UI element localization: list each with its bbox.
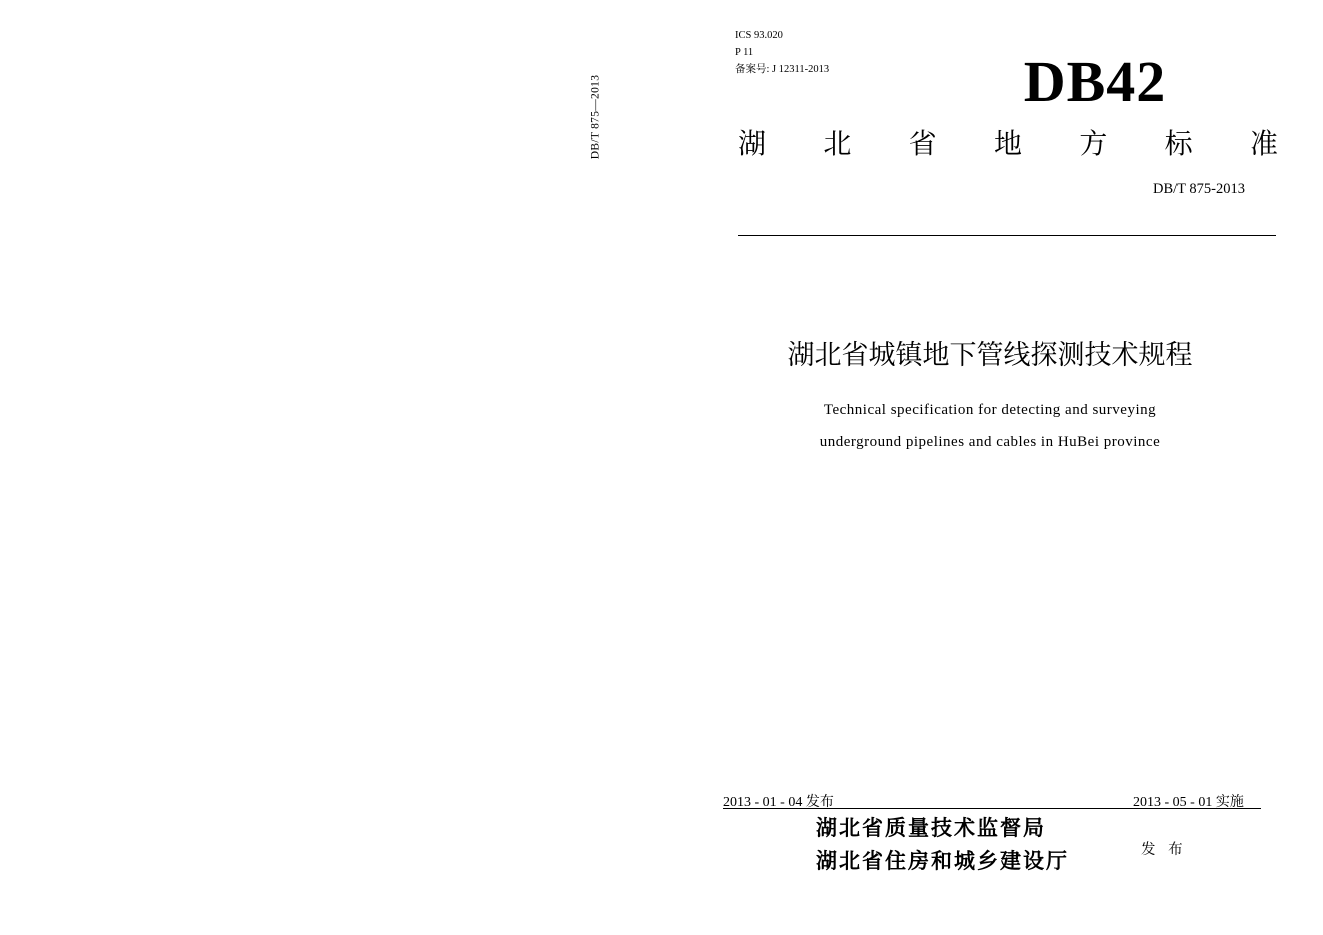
standard-type-char: 准 xyxy=(1249,127,1278,160)
standard-type xyxy=(738,126,1278,162)
english-title-line1: Technical specification for detecting and surveying xyxy=(823,402,1157,418)
classification-code: P 11 xyxy=(735,47,754,58)
standard-type-char: 地 xyxy=(993,127,1022,160)
implementation-date: 2013 - 05 - 01 实施 xyxy=(1133,795,1244,810)
ics-code: ICS 93.020 xyxy=(735,30,783,41)
standard-type-char: 方 xyxy=(1079,127,1108,160)
publish-label: 发 布 xyxy=(1141,842,1187,858)
db-code: DB42 xyxy=(1023,49,1167,114)
standard-type-char: 北 xyxy=(823,127,852,160)
spine-standard-code xyxy=(560,62,630,172)
issuer-quality-bureau: 湖北省质量技术监督局 xyxy=(816,816,1046,840)
footer-divider xyxy=(723,808,1261,809)
issuer-housing-department: 湖北省住房和城乡建设厅 xyxy=(816,849,1069,873)
chinese-title: 湖北省城镇地下管线探测技术规程 xyxy=(787,340,1193,371)
english-title-line2: underground pipelines and cables in HuBei province xyxy=(819,434,1161,450)
standard-type-char: 湖 xyxy=(738,127,767,160)
standard-number: DB/T 875-2013 xyxy=(1153,181,1245,197)
spine-code-text: DB/T 875—2013 xyxy=(589,74,602,160)
header-divider xyxy=(738,235,1276,236)
issue-date: 2013 - 01 - 04 发布 xyxy=(723,795,834,810)
standard-type-char: 省 xyxy=(908,127,937,160)
filing-number: 备案号: J 12311-2013 xyxy=(735,64,830,75)
standard-type-char: 标 xyxy=(1164,127,1193,160)
